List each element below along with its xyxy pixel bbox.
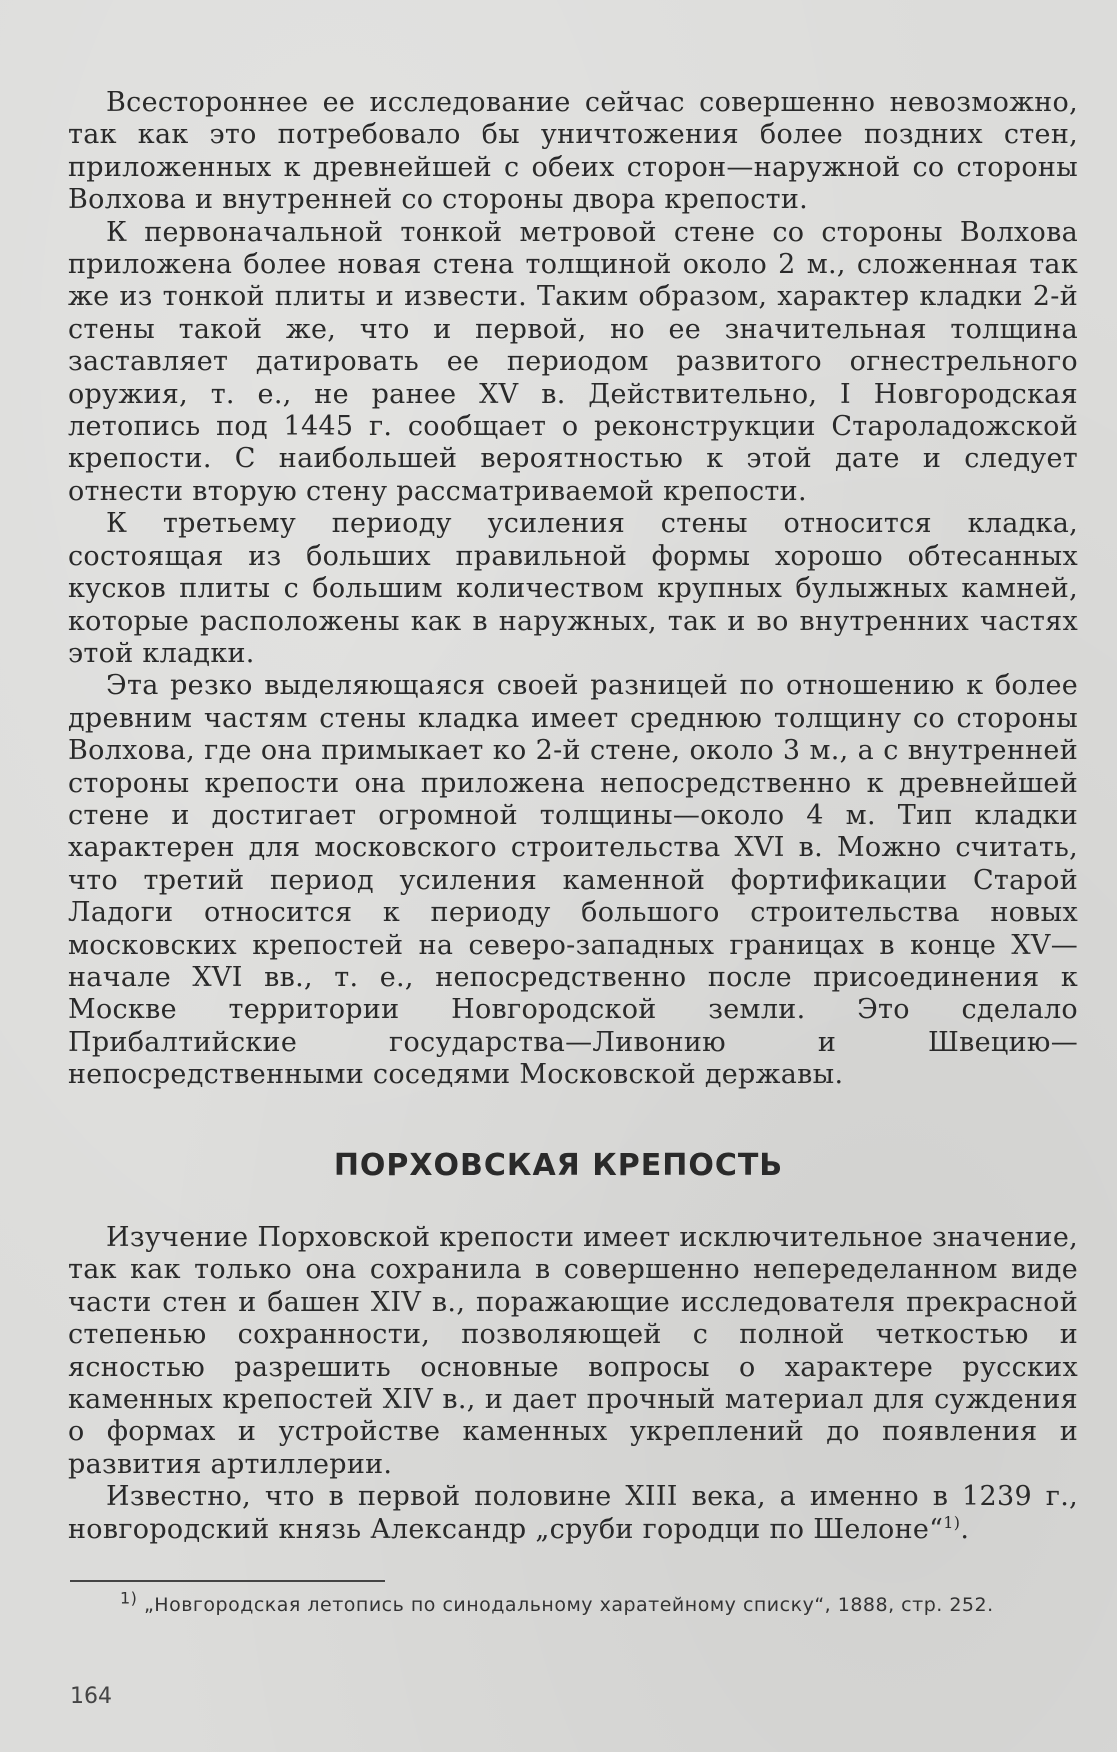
paragraph: Всестороннее ее исследование сейчас совершенно невозможно, так как это потребовало бы уничтожения более поздних стен, приложенных к древнейшей с обеих сторон—наружной со стороны Волхова и внутренней со стороны двора крепости. <box>68 87 1078 216</box>
paragraph-text: Известно, что в первой половине XIII века, а именно в 1239 г., новгородский князь Александр „сруби городци по Шелоне“ <box>68 1481 1078 1545</box>
paragraph: Изучение Порховской крепости имеет исключительное значение, так как только она сохранила в совершенно непеределанном виде части стен и башен XIV в., поражающие исследователя прекрасной степенью сохранности, позволяющей с полной четкостью и ясностью разрешить основные вопросы о характере русских каменных крепостей XIV в., и дает прочный материал для суждения о формах и устройстве каменных укреплений до появления и развития артиллерии. <box>68 1222 1078 1480</box>
paragraph: К третьему периоду усиления стены относится кладка, состоящая из больших правильной формы хорошо обтесанных кусков плиты с большим количеством крупных булыжных камней, которые расположены как в наружных, так и во внутренних частях этой кладки. <box>68 508 1078 669</box>
footnote-reference[interactable]: 1) <box>943 1512 961 1532</box>
section-heading: ПОРХОВСКАЯ КРЕПОСТЬ <box>333 1148 784 1183</box>
footnote-text: „Новгородская летопись по синодальному харатейному списку“, 1888, стр. 252. <box>143 1594 994 1616</box>
paragraph-with-footnote <box>68 1481 1078 1546</box>
page-number: 164 <box>70 1684 112 1709</box>
paragraph: К первоначальной тонкой метровой стене со стороны Волхова приложена более новая стена толщиной около 2 м., сложенная так же из тонкой плиты и извести. Таким образом, характер кладки 2-й стены такой же, что и первой, но ее значительная толщина заставляет датировать ее периодом развитого огнестрельного оружия, т. е., не ранее XV в. Действительно, I Новгородская летопись под 1445 г. сообщает о реконструкции Староладожской крепости. С наибольшей вероятностью к этой дате и следует отнести вторую стену рассматриваемой крепости. <box>68 216 1078 507</box>
paragraph: Эта резко выделяющаяся своей разницей по отношению к более древним частям стены кладка имеет среднюю толщину со стороны Волхова, где она примыкает ко 2-й стене, около 3 м., а с внутренней стороны крепости она приложена непосредственно к древнейшей стене и достигает огромной толщины—около 4 м. Тип кладки характерен для московского строительства XVI в. Можно считать, что третий период усиления каменной фортификации Старой Ладоги относится к периоду большого строительства новых московских крепостей на северо-западных границах в конце XV—начале XVI вв., т. е., непосредственно после присоединения к Москве территории Новгородской земли. Это сделало Прибалтийские государства—Ливонию и Швецию—непосредственными соседями Московской державы. <box>68 670 1078 1091</box>
footnote <box>68 1590 1078 1620</box>
paragraph-end: . <box>960 1513 970 1545</box>
main-text <box>68 87 1078 1092</box>
section-text <box>68 1222 1078 1546</box>
footnote-divider <box>70 1580 385 1582</box>
footnote-marker: 1) <box>120 1588 138 1608</box>
